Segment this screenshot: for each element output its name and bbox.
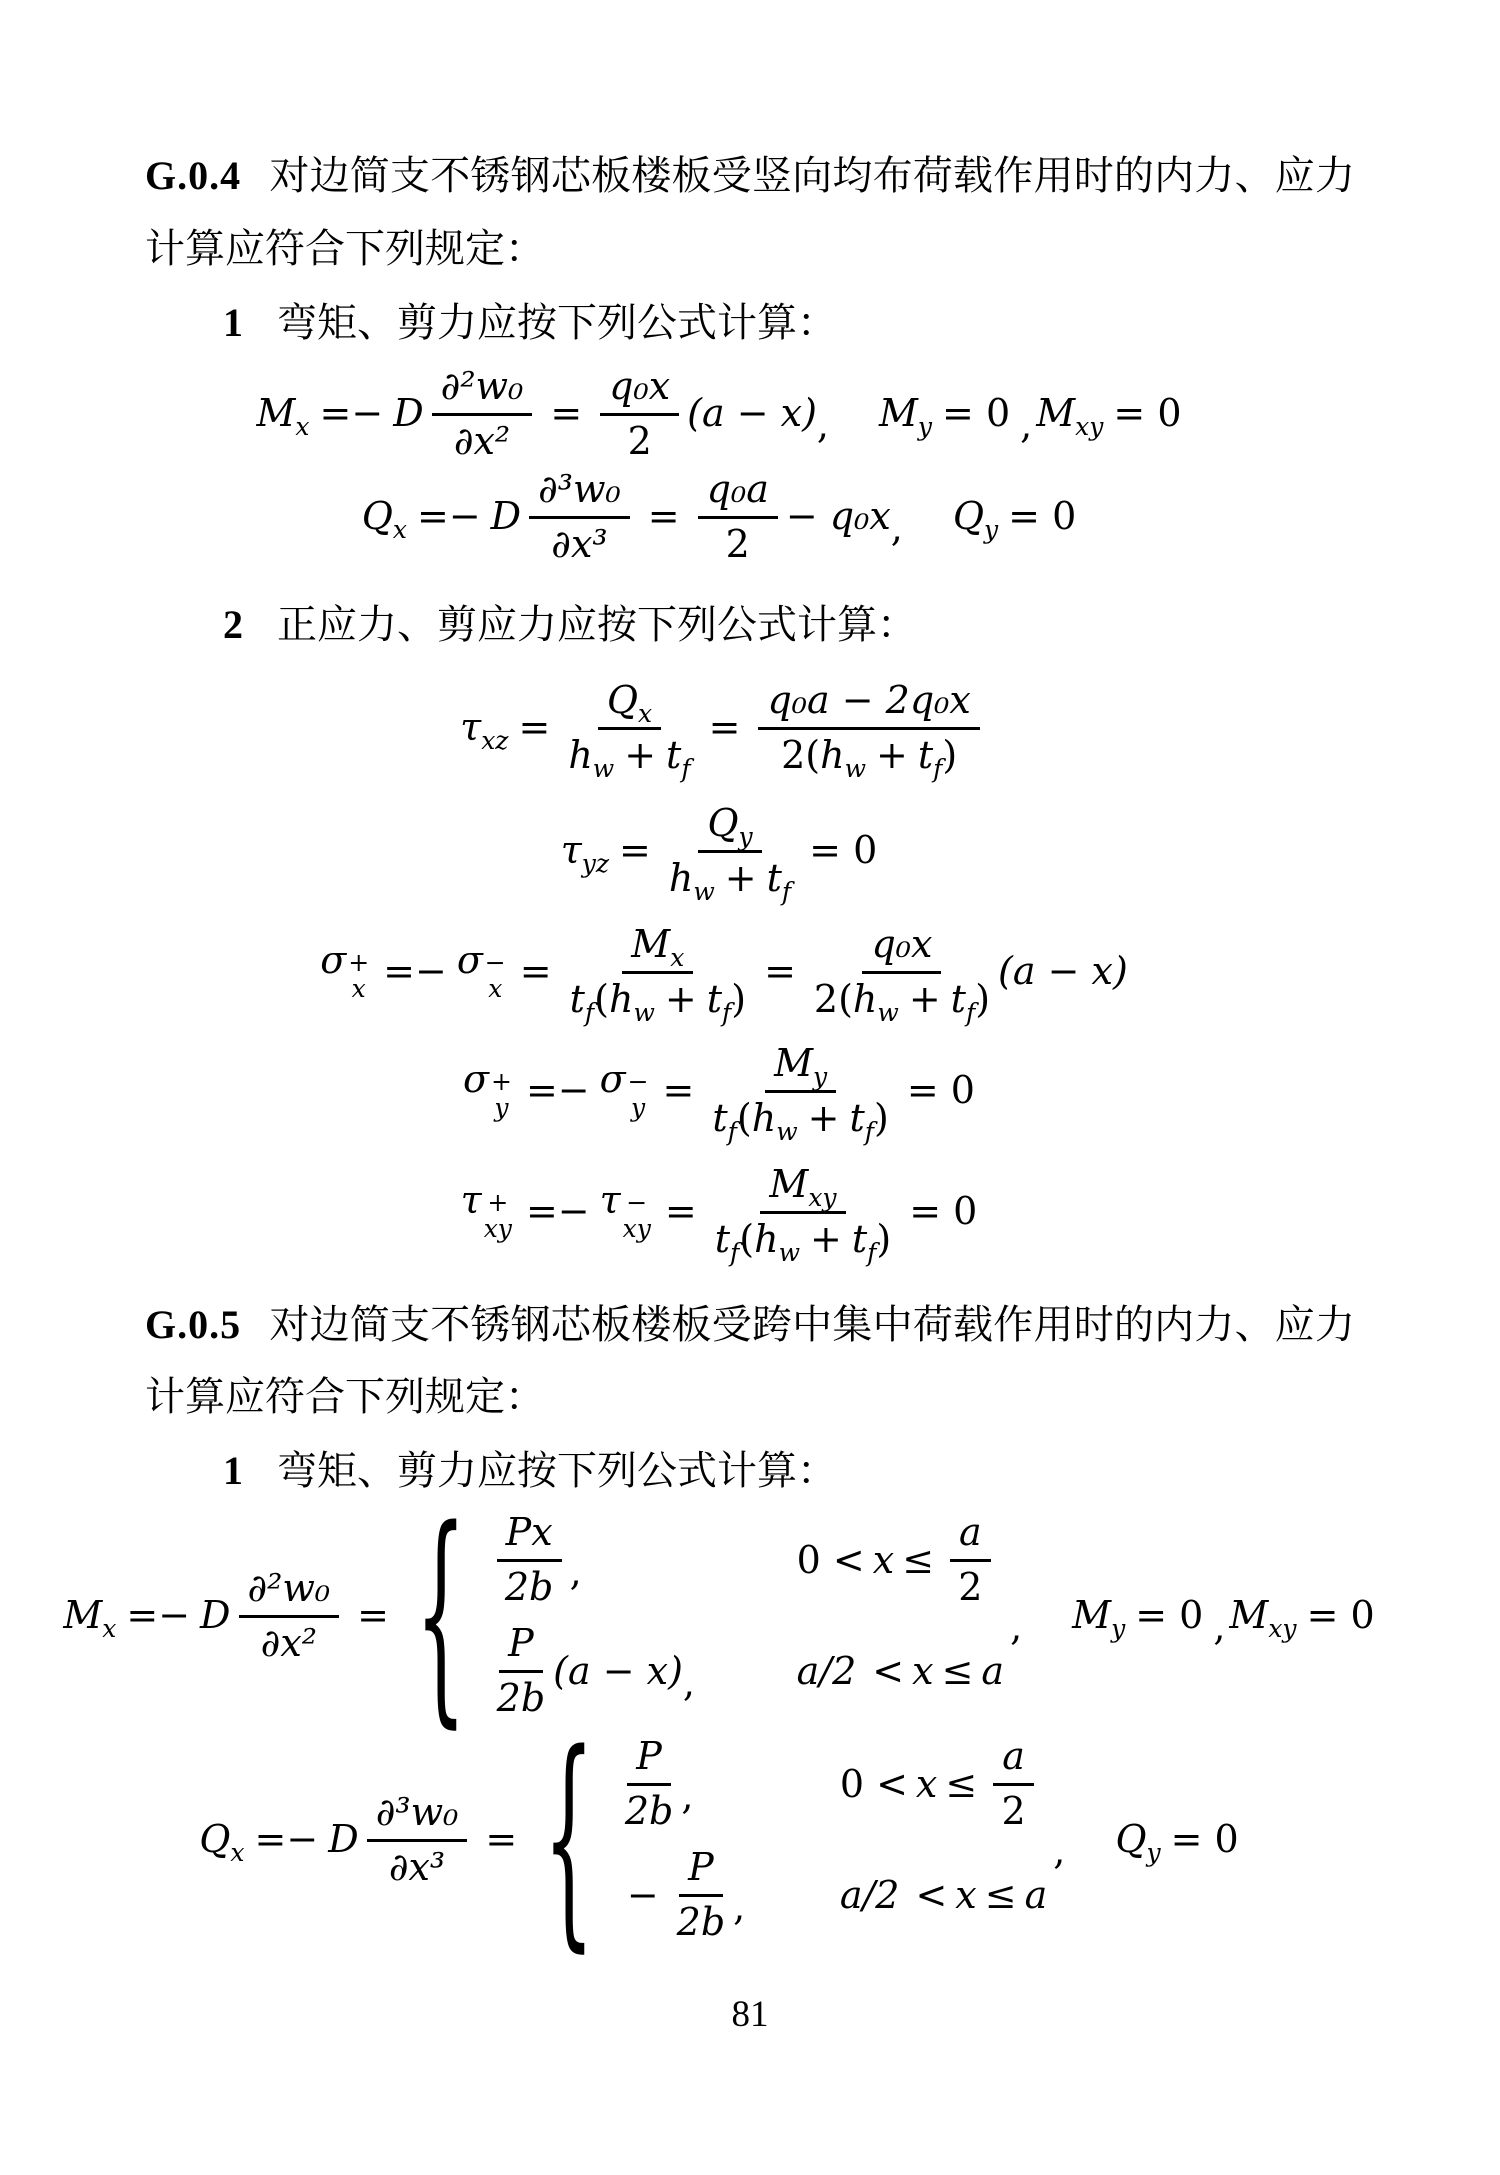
g05-item-1-text: 弯矩、剪力应按下列公式计算： — [277, 1448, 837, 1494]
fraction-numerator: P — [627, 1734, 671, 1786]
math-subscript: yz — [581, 848, 610, 878]
math-operator: ) — [942, 732, 958, 777]
math-superscript: − — [627, 1066, 649, 1096]
math-var: M — [1072, 1593, 1112, 1638]
math-var — [600, 1178, 655, 1245]
math-subscript: xz — [481, 725, 509, 755]
math-subscript: w — [592, 753, 615, 783]
math-var: D — [490, 494, 522, 539]
fraction-denominator — [568, 730, 691, 783]
math-var — [457, 938, 510, 1005]
piecewise-cases — [405, 1479, 1005, 1749]
math-operator: + — [908, 976, 941, 1021]
fraction-denominator — [714, 1214, 892, 1267]
case-condition — [832, 1734, 1042, 1833]
left-brace: { — [543, 1703, 595, 1973]
left-brace: { — [415, 1479, 467, 1749]
fraction-numerator: a — [950, 1510, 991, 1562]
math-var — [361, 494, 407, 544]
math-var: σ — [456, 937, 483, 982]
math-subscript: x — [488, 974, 503, 1004]
math-operator: < — [872, 1648, 905, 1693]
math-operator: 0 < — [839, 1761, 908, 1806]
fraction-numerator — [598, 678, 661, 730]
math-comma: , — [682, 1660, 695, 1705]
math-comma: , — [569, 1549, 582, 1594]
math-subscript: x — [637, 698, 653, 728]
case-condition — [789, 1510, 999, 1609]
math-subscript: w — [633, 997, 655, 1027]
math-var — [1072, 1593, 1126, 1643]
fraction-numerator — [760, 1162, 845, 1214]
math-subscript: w — [844, 753, 866, 783]
math-var: t — [849, 1095, 865, 1140]
math-subscript: x — [351, 974, 366, 1004]
math-var — [600, 1057, 653, 1124]
math-operator: ) — [876, 1216, 892, 1261]
page-number: 81 — [731, 1994, 769, 2035]
math-superscript-subscript — [490, 1066, 512, 1123]
math-var: M — [63, 1593, 103, 1638]
formula-qx-uniform-load — [119, 467, 1329, 566]
g04-item-2 — [145, 594, 1355, 656]
section-g05-label: G.0.5 — [145, 1301, 242, 1347]
math-var — [256, 391, 310, 441]
math-operator: + — [875, 732, 908, 777]
case-rows — [489, 1510, 1004, 1720]
fraction-numerator: Px — [497, 1510, 562, 1562]
math-var — [560, 828, 610, 878]
math-var: x — [955, 1872, 977, 1917]
math-var: σ — [463, 1056, 489, 1101]
fraction-numerator: P — [499, 1621, 543, 1673]
math-var: t — [712, 1095, 728, 1140]
math-subscript: xy — [1268, 1613, 1297, 1643]
math-var: t — [714, 1216, 731, 1261]
fraction-denominator: 2 — [725, 521, 750, 566]
math-operator: = — [357, 1593, 390, 1638]
case-expression — [617, 1845, 832, 1944]
piecewise-cases — [533, 1703, 1048, 1973]
formula-tau-xy — [119, 1161, 1329, 1267]
math-subscript: y — [984, 514, 999, 544]
math-subscript: x — [392, 514, 407, 544]
math-comma: , — [1010, 1605, 1023, 1650]
math-comma: , — [1020, 403, 1033, 448]
math-var — [1115, 1817, 1161, 1867]
math-superscript-subscript — [348, 947, 370, 1004]
math-operator: = — [662, 1068, 695, 1113]
math-operator: ) — [874, 1095, 889, 1140]
math-comma: , — [1053, 1829, 1066, 1874]
math-operator: = 0 — [1135, 1593, 1204, 1638]
math-operator: ( — [739, 1216, 755, 1261]
math-var: x — [872, 1537, 895, 1582]
math-var: D — [393, 391, 424, 436]
case-condition — [789, 1649, 1004, 1693]
math-operator: = — [485, 1817, 518, 1862]
math-var: t — [950, 976, 966, 1021]
math-operator: + — [807, 1095, 840, 1140]
math-superscript: + — [490, 1066, 512, 1096]
math-var: t — [706, 976, 722, 1021]
math-operator: 2( — [781, 732, 821, 777]
math-subscript: y — [738, 821, 753, 851]
math-operator: = — [519, 949, 552, 994]
math-operator: = 0 — [909, 1189, 978, 1234]
math-expression: a/2 — [796, 1648, 857, 1693]
fraction-numerator — [765, 1041, 836, 1093]
math-superscript-subscript — [483, 1187, 512, 1244]
fraction — [758, 677, 979, 783]
math-var — [199, 1817, 245, 1867]
g04-item-2-number: 2 — [223, 601, 243, 647]
math-var: Q — [606, 677, 638, 722]
fraction — [600, 364, 679, 463]
math-subscript: xy — [1075, 411, 1104, 441]
math-var: h — [820, 732, 845, 777]
fraction-denominator — [712, 1093, 889, 1146]
fraction — [993, 1734, 1034, 1833]
fraction — [367, 1790, 468, 1889]
case-row — [617, 1845, 1047, 1944]
math-var: h — [751, 1095, 777, 1140]
fraction — [813, 921, 991, 1027]
formula-tau-yz — [119, 800, 1329, 906]
fraction — [698, 467, 778, 566]
math-var: t — [851, 1216, 868, 1261]
fraction-numerator: ∂³w₀ — [367, 1790, 468, 1842]
math-comma: , — [733, 1884, 746, 1929]
math-var: x — [915, 1761, 938, 1806]
case-expression — [617, 1734, 832, 1833]
math-subscript: y — [917, 411, 933, 441]
math-superscript: + — [348, 947, 370, 977]
fraction-numerator — [698, 801, 761, 853]
fraction-denominator: 2 — [627, 418, 652, 463]
fraction-numerator: ∂²w₀ — [432, 364, 533, 416]
math-var — [461, 1178, 516, 1245]
fraction-numerator: ∂²w₀ — [239, 1566, 340, 1618]
fraction-denominator: 2 — [958, 1565, 983, 1610]
math-subscript: f — [864, 1116, 875, 1146]
math-var: Q — [952, 494, 985, 539]
case-rows — [617, 1734, 1047, 1944]
fraction-denominator: ∂x³ — [388, 1844, 446, 1889]
fraction — [568, 677, 691, 783]
math-var — [63, 1593, 117, 1643]
math-var: D — [328, 1817, 359, 1862]
math-operator: = 0 — [1306, 1593, 1375, 1638]
math-var: t — [666, 732, 682, 777]
math-var: Q — [707, 800, 739, 845]
math-var — [463, 1057, 516, 1124]
fraction — [497, 1510, 562, 1609]
section-g05-paragraph — [145, 1289, 1355, 1435]
fraction-denominator: 2 — [1001, 1789, 1026, 1834]
math-operator: < — [915, 1872, 948, 1917]
math-subscript: w — [778, 1237, 800, 1267]
fraction — [677, 1845, 726, 1944]
math-var: x — [912, 1648, 934, 1693]
math-expression: (a − x) — [998, 949, 1128, 994]
math-var — [460, 705, 509, 755]
math-operator: = 0 — [809, 828, 878, 873]
math-operator: =− — [254, 1817, 319, 1862]
math-operator: ≤ — [984, 1872, 1017, 1917]
math-var: Q — [361, 494, 393, 539]
math-expression: − q₀x — [785, 494, 891, 539]
math-var: t — [569, 976, 585, 1021]
fraction-denominator: 2b — [676, 1900, 726, 1945]
math-operator: =− — [525, 1189, 590, 1234]
formula-sigma-y — [119, 1040, 1329, 1146]
math-subscript: f — [781, 876, 792, 906]
fraction-denominator: 2b — [504, 1565, 554, 1610]
math-var: M — [774, 1040, 814, 1085]
g04-item-2-text: 正应力、剪应力应按下列公式计算： — [277, 601, 917, 647]
math-operator: 2( — [813, 976, 853, 1021]
math-operator: = — [708, 705, 741, 750]
math-var — [1229, 1593, 1297, 1643]
math-comma: , — [816, 403, 829, 448]
math-comma: , — [1213, 1605, 1226, 1650]
math-operator: = — [518, 705, 551, 750]
math-var: σ — [599, 1056, 626, 1101]
math-subscript: y — [1146, 1837, 1161, 1867]
math-subscript: f — [965, 997, 976, 1027]
math-var: t — [917, 732, 934, 777]
math-subscript: x — [670, 942, 685, 972]
math-var: a — [1024, 1872, 1048, 1917]
math-var: t — [766, 855, 782, 900]
fraction — [497, 1621, 546, 1720]
math-superscript-subscript — [627, 1066, 649, 1123]
case-row — [489, 1510, 1004, 1609]
math-var — [879, 391, 933, 441]
fraction-denominator — [668, 853, 792, 906]
fraction-numerator: q₀x — [862, 922, 941, 974]
math-var — [952, 494, 999, 544]
math-subscript: x — [102, 1613, 117, 1643]
math-operator: = 0 — [942, 391, 1011, 436]
math-subscript: x — [295, 411, 310, 441]
math-operator: + — [624, 732, 657, 777]
fraction — [712, 1040, 889, 1146]
math-operator: = 0 — [1170, 1817, 1239, 1862]
fraction — [714, 1161, 892, 1267]
math-operator: = 0 — [906, 1068, 975, 1113]
fraction — [950, 1510, 991, 1609]
math-operator: = 0 — [1008, 494, 1077, 539]
math-subscript: y — [494, 1093, 509, 1123]
fraction-denominator — [813, 974, 991, 1027]
math-operator: 0 < — [796, 1537, 865, 1582]
fraction-denominator: ∂x² — [453, 418, 511, 463]
math-comma: , — [890, 506, 903, 551]
math-subscript: xy — [622, 1214, 651, 1244]
fraction — [529, 467, 630, 566]
math-var: h — [754, 1216, 779, 1261]
fraction-numerator: P — [679, 1845, 723, 1897]
fraction-numerator — [622, 922, 693, 974]
math-subscript: f — [727, 1116, 737, 1146]
math-operator: = — [619, 828, 651, 873]
math-expression: a/2 — [839, 1872, 900, 1917]
math-var: h — [852, 976, 878, 1021]
fraction-numerator: ∂³w₀ — [529, 467, 630, 519]
math-var: h — [608, 976, 634, 1021]
math-var: M — [1229, 1593, 1269, 1638]
math-subscript: w — [776, 1116, 798, 1146]
math-subscript: y — [630, 1093, 646, 1123]
fraction-numerator: a — [993, 1734, 1034, 1786]
math-superscript-subscript — [484, 947, 506, 1004]
section-g05-text: 对边简支不锈钢芯板楼板受跨中集中荷载作用时的内力、应力计算应符合下列规定： — [145, 1301, 1355, 1420]
math-operator: ( — [736, 1095, 752, 1140]
math-subscript: f — [730, 1237, 740, 1267]
math-operator: + — [724, 855, 757, 900]
math-var: τ — [460, 705, 482, 750]
math-var: τ — [460, 1177, 482, 1222]
math-var: τ — [599, 1177, 621, 1222]
math-subscript: f — [867, 1237, 877, 1267]
g05-item-1 — [145, 1440, 1355, 1502]
math-operator: =− — [416, 494, 481, 539]
fraction-denominator: ∂x² — [260, 1620, 317, 1665]
math-subscript: y — [813, 1061, 828, 1091]
math-operator: ≤ — [902, 1537, 935, 1582]
case-row — [617, 1734, 1047, 1833]
math-var: h — [668, 855, 694, 900]
math-operator: = — [664, 1189, 697, 1234]
math-var: Q — [1115, 1817, 1147, 1862]
math-var: Q — [199, 1817, 231, 1862]
math-var: M — [631, 921, 671, 966]
math-operator: ≤ — [945, 1761, 978, 1806]
math-subscript: w — [693, 876, 715, 906]
fraction — [239, 1566, 340, 1665]
math-operator: = 0 — [1113, 391, 1182, 436]
math-operator: ≤ — [941, 1648, 974, 1693]
math-subscript: xy — [483, 1214, 512, 1244]
math-subscript: xy — [808, 1182, 837, 1212]
g04-item-1-text: 弯矩、剪力应按下列公式计算： — [277, 299, 837, 345]
fraction-numerator: q₀x — [600, 364, 679, 416]
fraction — [625, 1734, 674, 1833]
math-superscript: − — [484, 947, 506, 977]
math-subscript: f — [933, 753, 943, 783]
formula-sigma-x — [119, 921, 1329, 1027]
math-var: D — [200, 1593, 231, 1638]
math-operator: ) — [731, 976, 747, 1021]
math-subscript: f — [584, 997, 595, 1027]
fraction-denominator: 2b — [624, 1789, 674, 1834]
math-expression: (a − x) — [553, 1648, 683, 1693]
section-g04-text: 对边简支不锈钢芯板楼板受竖向均布荷载作用时的内力、应力计算应符合下列规定： — [145, 153, 1355, 271]
math-subscript: y — [1111, 1613, 1126, 1643]
math-operator: = — [764, 949, 796, 994]
math-operator: + — [810, 1216, 842, 1261]
math-operator: = — [550, 391, 583, 436]
formula-qx-point-load — [119, 1703, 1329, 1973]
math-operator: + — [664, 976, 697, 1021]
case-expression — [489, 1510, 789, 1609]
g05-item-1-number: 1 — [223, 1448, 243, 1494]
math-superscript-subscript — [622, 1187, 651, 1244]
math-var: τ — [560, 828, 582, 873]
math-subscript: x — [230, 1837, 245, 1867]
math-operator: ( — [594, 976, 609, 1021]
formula-tau-xz — [119, 677, 1329, 783]
fraction-denominator: ∂x³ — [551, 521, 608, 566]
math-operator: =− — [126, 1593, 191, 1638]
math-var: M — [1036, 391, 1076, 436]
math-var: M — [769, 1161, 809, 1206]
fraction-numerator: q₀a — [698, 467, 778, 519]
section-g04-paragraph — [145, 140, 1355, 286]
formula-mx-point-load — [63, 1479, 1375, 1749]
fraction-numerator: q₀a − 2q₀x — [758, 678, 979, 730]
math-var: σ — [320, 937, 347, 982]
math-operator: ) — [975, 976, 991, 1021]
math-subscript: f — [681, 753, 691, 783]
math-superscript: − — [626, 1187, 648, 1217]
math-operator: − — [626, 1872, 659, 1917]
math-subscript: f — [721, 997, 732, 1027]
g04-item-1-number: 1 — [223, 299, 243, 345]
case-expression — [489, 1621, 789, 1720]
math-operator: =− — [319, 391, 384, 436]
math-operator: =− — [525, 1068, 590, 1113]
section-g04-label: G.0.4 — [145, 153, 242, 198]
fraction — [569, 921, 747, 1027]
math-comma: , — [681, 1773, 694, 1818]
g04-item-1 — [145, 292, 1355, 354]
case-condition — [832, 1873, 1047, 1917]
math-var — [320, 938, 373, 1005]
math-var — [1036, 391, 1104, 441]
math-operator: =− — [383, 949, 447, 994]
fraction-denominator — [569, 974, 747, 1027]
formula-mx-uniform-load — [119, 364, 1329, 463]
math-var: M — [256, 391, 296, 436]
math-var: M — [879, 391, 918, 436]
math-operator: = — [647, 494, 680, 539]
math-var: h — [568, 732, 593, 777]
fraction — [432, 364, 533, 463]
math-superscript: + — [487, 1187, 509, 1217]
math-subscript: w — [877, 997, 899, 1027]
fraction — [668, 800, 792, 906]
math-var: a — [981, 1648, 1005, 1693]
fraction-denominator — [781, 730, 958, 783]
fraction-denominator: 2b — [496, 1676, 546, 1721]
math-expression: (a − x) — [687, 391, 817, 436]
